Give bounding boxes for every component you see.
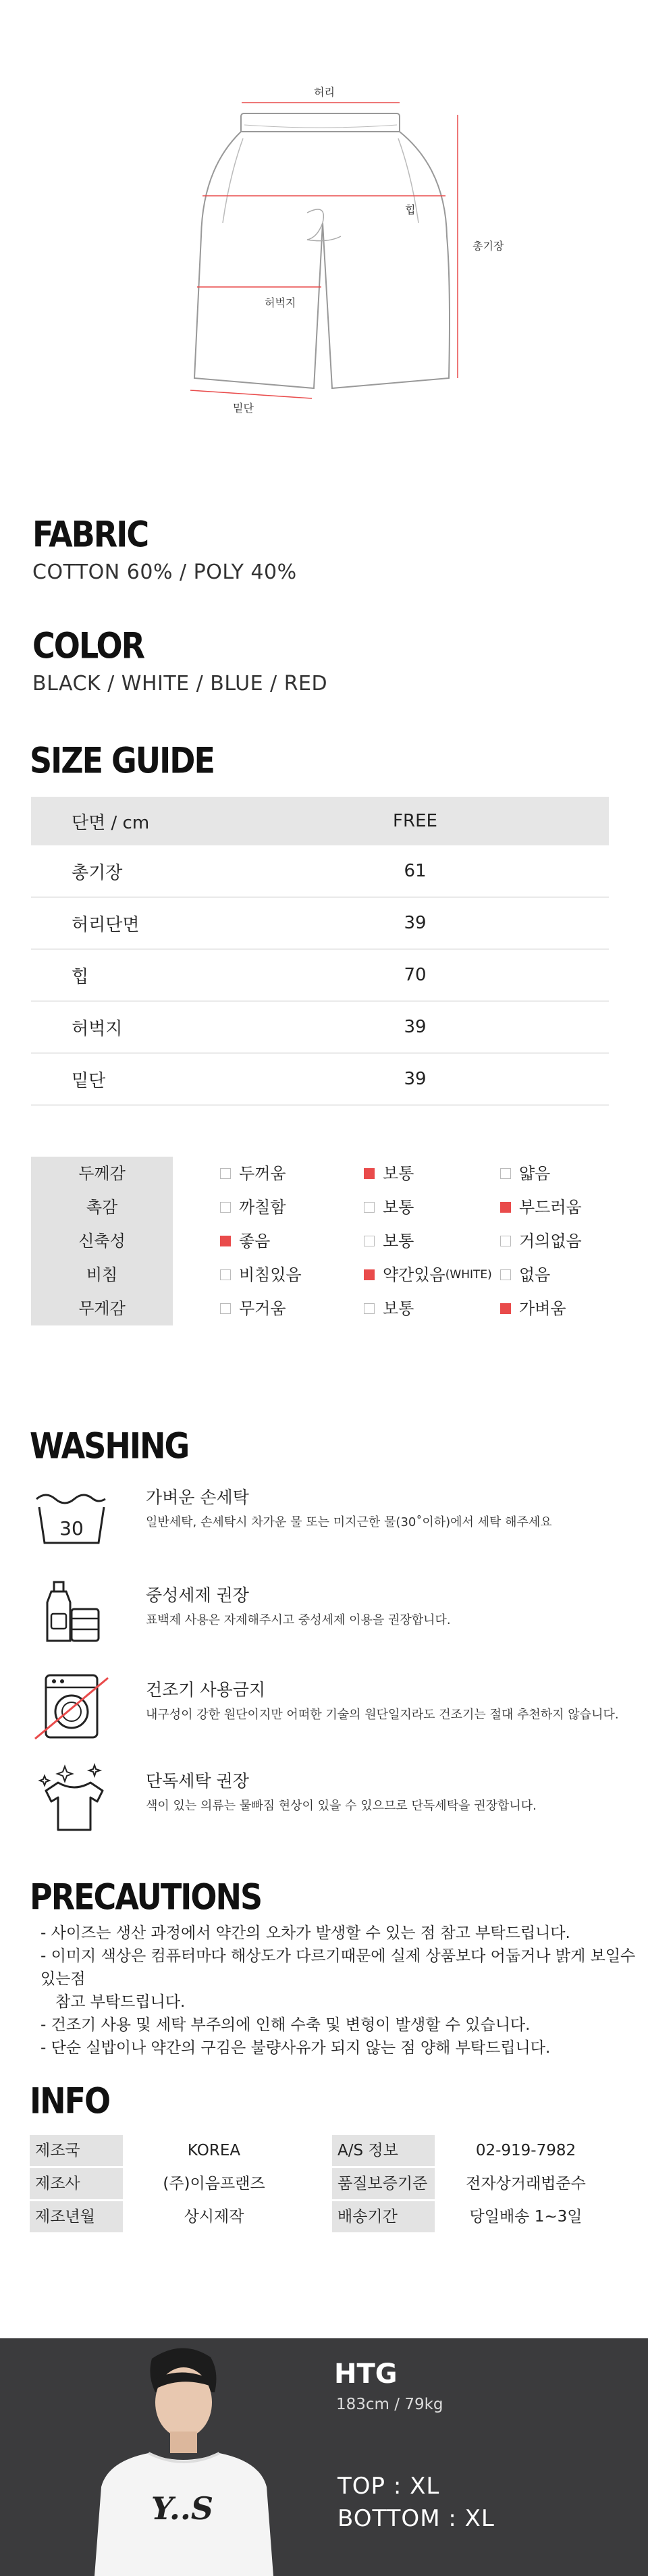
feel-option: 좋음: [220, 1224, 270, 1258]
info-heading-wrap: [0, 2080, 648, 2122]
checkbox-icon: [220, 1303, 231, 1314]
size-table: [31, 797, 609, 1105]
feel-option: 보통: [364, 1292, 414, 1325]
feel-row-stretch: [31, 1224, 609, 1258]
feel-label: 두께감: [31, 1157, 173, 1190]
info-value: 전자상거래법준수: [466, 2175, 586, 2192]
size-row-value: 39: [329, 1001, 609, 1053]
size-row-label: 힙: [31, 949, 329, 1001]
feel-option: 두꺼움: [220, 1157, 286, 1190]
size-row-value: 39: [329, 1053, 609, 1105]
feel-label: 신축성: [31, 1224, 173, 1258]
waist-label: 허리: [314, 86, 335, 99]
model-photo: [54, 2338, 310, 2576]
model-section: [0, 2338, 648, 2576]
precaution-line: - 단순 실밥이나 약간의 구김은 불량사유가 되지 않는 점 양해 부탁드립니다.: [40, 2039, 551, 2057]
feel-option: 까칠함: [220, 1190, 286, 1224]
checkbox-icon: [500, 1236, 511, 1246]
size-row-label: 총기장: [31, 845, 329, 897]
model-bottom-size: BOTTOM : XL: [338, 2505, 495, 2532]
color-value: BLACK / WHITE / BLUE / RED: [32, 672, 328, 695]
color-heading: COLOR: [32, 625, 144, 667]
model-fit: [338, 2470, 495, 2535]
fabric-heading: FABRIC: [32, 513, 148, 556]
washing-heading: WASHING: [30, 1425, 189, 1467]
fabric-section: [0, 513, 648, 584]
detergent-icon: [31, 1577, 112, 1651]
shorts-diagram: [0, 0, 648, 432]
wash-desc: 일반세탁, 손세탁시 차가운 물 또는 미지근한 물(30˚이하)에서 세탁 해주세요: [146, 1515, 552, 1529]
table-row: [31, 1001, 609, 1053]
info-label: 배송기간: [332, 2201, 435, 2232]
size-row-value: 61: [329, 845, 609, 897]
feel-label: 비침: [31, 1258, 173, 1292]
feel-option: 없음: [500, 1258, 550, 1292]
size-header-free: FREE: [329, 797, 609, 845]
checkbox-icon: [364, 1303, 375, 1314]
feel-option: 보통: [364, 1190, 414, 1224]
wash-title: 중성세제 권장: [146, 1585, 249, 1605]
feel-option: 보통: [364, 1224, 414, 1258]
wash-item-detergent: [31, 1577, 625, 1651]
color-section: [0, 625, 648, 695]
feel-row-sheerness: [31, 1258, 609, 1292]
hip-label: 힙: [405, 203, 416, 216]
feel-row-weight: [31, 1292, 609, 1325]
thigh-label: 허벅지: [265, 296, 296, 309]
info-heading: INFO: [30, 2080, 110, 2122]
feel-row-texture: [31, 1190, 609, 1224]
checkbox-checked-icon: [364, 1168, 375, 1179]
checkbox-checked-icon: [500, 1202, 511, 1213]
wash-desc: 색이 있는 의류는 물빠짐 현상이 있을 수 있으므로 단독세탁을 권장합니다.: [146, 1799, 537, 1813]
checkbox-checked-icon: [364, 1269, 375, 1280]
feel-option: 무거움: [220, 1292, 286, 1325]
table-row: [31, 897, 609, 949]
size-row-value: 70: [329, 949, 609, 1001]
checkbox-checked-icon: [500, 1303, 511, 1314]
length-label: 총기장: [473, 240, 504, 253]
precaution-line: - 건조기 사용 및 세탁 부주의에 인해 수축 및 변형이 발생할 수 있습니다.: [40, 2016, 531, 2034]
info-value: 당일배송 1~3일: [469, 2208, 583, 2226]
wash-title: 단독세탁 권장: [146, 1771, 249, 1791]
table-row: [31, 949, 609, 1001]
checkbox-icon: [220, 1269, 231, 1280]
feel-option: 얇음: [500, 1157, 550, 1190]
size-row-label: 허리단면: [31, 897, 329, 949]
size-row-value: 39: [329, 897, 609, 949]
model-name: HTG: [334, 2359, 398, 2390]
hem-label: 밑단: [233, 402, 254, 415]
checkbox-checked-icon: [220, 1236, 231, 1246]
feel-label: 촉감: [31, 1190, 173, 1224]
size-guide-heading-wrap: [0, 739, 648, 782]
info-label: 제조년월: [30, 2201, 123, 2232]
precaution-line: - 사이즈는 생산 과정에서 약간의 오차가 발생할 수 있는 점 참고 부탁드립니다.: [40, 1924, 570, 1942]
feel-option: 약간있음 (WHITE): [364, 1258, 492, 1292]
hand-wash-icon: [31, 1479, 112, 1553]
precautions-heading: PRECAUTIONS: [30, 1876, 262, 1918]
feel-option: 가벼움: [500, 1292, 566, 1325]
feel-option: 비침있음: [220, 1258, 302, 1292]
no-dryer-icon: [31, 1671, 112, 1745]
info-value: KOREA: [187, 2142, 241, 2159]
size-row-label: 허벅지: [31, 1001, 329, 1053]
model-top-size: TOP : XL: [338, 2473, 440, 2500]
wash-item-no-dryer: [31, 1671, 625, 1745]
precaution-line: 참고 부탁드립니다.: [55, 1993, 186, 2011]
size-diagram: [0, 0, 648, 432]
washing-heading-wrap: [0, 1425, 648, 1467]
separate-wash-icon: [31, 1762, 112, 1837]
feel-option: 보통: [364, 1157, 414, 1190]
info-label: 제조사: [30, 2168, 123, 2199]
precaution-line: - 이미지 색상은 컴퓨터마다 해상도가 다르기때문에 실제 상품보다 어둡거나 밝게 보일수 있는점: [40, 1947, 636, 1988]
feel-row-thickness: [31, 1157, 609, 1190]
checkbox-icon: [500, 1168, 511, 1179]
feel-option: 부드러움: [500, 1190, 582, 1224]
info-label: 품질보증기준: [332, 2168, 435, 2199]
table-row: [31, 845, 609, 897]
size-guide-heading: SIZE GUIDE: [30, 739, 214, 782]
wash-item-separate: [31, 1762, 625, 1837]
info-value: 상시제작: [184, 2208, 244, 2226]
svg-text:30: 30: [59, 1517, 84, 1540]
size-header-label: 단면 / cm: [31, 797, 329, 845]
info-value: 02-919-7982: [475, 2142, 576, 2159]
wash-item-hand: [31, 1479, 625, 1553]
checkbox-icon: [364, 1236, 375, 1246]
checkbox-icon: [220, 1168, 231, 1179]
table-row: [31, 1053, 609, 1105]
info-label: A/S 정보: [332, 2135, 435, 2166]
feel-option: 거의없음: [500, 1224, 582, 1258]
feel-note: (WHITE): [445, 1268, 492, 1282]
info-label: 제조국: [30, 2135, 123, 2166]
checkbox-icon: [500, 1269, 511, 1280]
wash-desc: 표백제 사용은 자제해주시고 중성세제 이용을 권장합니다.: [146, 1613, 451, 1627]
checkbox-icon: [364, 1202, 375, 1213]
model-size: 183cm / 79kg: [336, 2396, 443, 2413]
svg-text:Y..S: Y..S: [151, 2490, 214, 2527]
wash-title: 건조기 사용금지: [146, 1680, 265, 1700]
fabric-value: COTTON 60% / POLY 40%: [32, 560, 297, 584]
wash-title: 가벼운 손세탁: [146, 1488, 249, 1507]
precautions-list: [40, 1922, 648, 2059]
info-value: (주)이음프랜즈: [163, 2175, 265, 2192]
feel-label: 무게감: [31, 1292, 173, 1325]
precautions-heading-wrap: [0, 1876, 648, 1918]
size-table-header: [31, 797, 609, 845]
checkbox-icon: [220, 1202, 231, 1213]
wash-desc: 내구성이 강한 원단이지만 어떠한 기술의 원단일지라도 건조기는 절대 추천하지 않습니다.: [146, 1708, 619, 1722]
size-row-label: 밑단: [31, 1053, 329, 1105]
